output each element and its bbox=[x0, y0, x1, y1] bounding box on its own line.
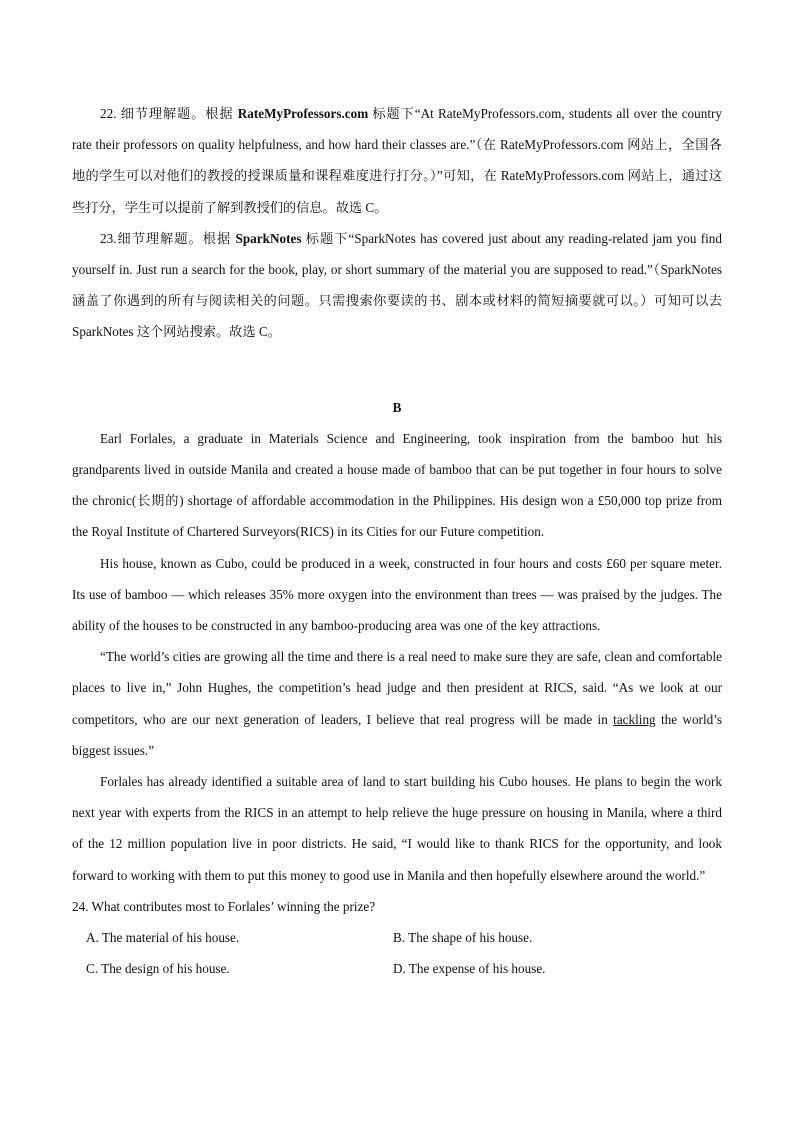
q23-site-name: SparkNotes bbox=[235, 230, 302, 246]
answer-explanation-22 bbox=[72, 98, 722, 223]
question-24-options bbox=[72, 922, 722, 984]
q23-prefix: 23.细节理解题。根据 bbox=[100, 230, 236, 246]
passage-paragraph-2: His house, known as Cubo, could be produced in a week, constructed in four hours and costs £60 per square meter. Its use of bamboo — which releases 35% more oxygen into the environment than trees — was praised by the judges. The ability of the houses to be constructed in any bamboo-producing area was one of the key attractions. bbox=[72, 555, 722, 634]
q22-prefix: 22. 细节理解题。根据 bbox=[100, 106, 238, 121]
option-a: A. The material of his house. bbox=[86, 930, 240, 946]
option-c: C. The design of his house. bbox=[86, 961, 230, 977]
passage-paragraph-4: Forlales has already identified a suitable area of land to start building his Cubo houses. He plans to begin the work next year with experts from the RICS in an attempt to help relieve the huge pressure on housing in Manila, where a third of the 12 million population live in poor districts. He said, “I would like to thank RICS for the opportunity, and look forward to working with them to put this money to good use in Manila and then hopefully elsewhere around the world.” bbox=[72, 774, 722, 883]
option-b: B. The shape of his house. bbox=[393, 930, 533, 946]
underlined-word: tackling bbox=[613, 711, 656, 727]
document-page bbox=[72, 98, 722, 984]
passage-paragraph-3 bbox=[72, 641, 722, 766]
option-d: D. The expense of his house. bbox=[393, 961, 546, 977]
p3-text-before: “The world’s cities are growing all the time and there is a real need to make sure they are safe, clean and comfortable places to live in,” John Hughes, the competition’s head judge and then president at RICS, said. “As we look at our competitors, who are our next generation of leaders, I believe that real progress will be made in bbox=[72, 649, 722, 727]
passage-paragraph-1: Earl Forlales, a graduate in Materials Science and Engineering, took inspiration from the bamboo hut his grandparents lived in outside Manila and created a house made of bamboo that can be put together in four hours to solve the chronic(长期的) shortage of affordable accommodation in the Philippines. His design won a £50,000 top prize from the Royal Institute of Chartered Surveyors(RICS) in its Cities for our Future competition. bbox=[72, 430, 722, 540]
q23-explanation: 标题下“SparkNotes has covered just about any reading-related jam you find yourself in. Just run a search for the book, play, or short summary of the material you are supposed to read.”（SparkNotes 涵盖了你遇到的所有与阅读相关的问题。只需搜索你要读的书、剧本或材料的简短摘要就可以。）可知可以去 SparkNotes 这个网站搜索。故选 C。 bbox=[72, 230, 722, 340]
question-24-stem: 24. What contributes most to Forlales’ winning the prize? bbox=[72, 898, 376, 914]
q22-site-name: RateMyProfessors.com bbox=[237, 106, 369, 121]
p3-text-after: the world’s biggest issues.” bbox=[72, 711, 722, 758]
section-gap bbox=[72, 348, 722, 370]
answer-explanation-23 bbox=[72, 223, 722, 348]
section-b-title: B bbox=[392, 399, 402, 415]
q22-explanation: 标题下“At RateMyProfessors.com, students all over the country rate their professors on quality helpfulness, and how hard their classes are.”（在 RateMyProfessors.com 网站上，全国各地的学生可以对他们的教授的授课质量和课程难度进行打分。）”可知，在 RateMyProfessors.com 网站上，通过这些打分，学生可以提前了解到教授们的信息。故选 C。 bbox=[72, 106, 722, 215]
